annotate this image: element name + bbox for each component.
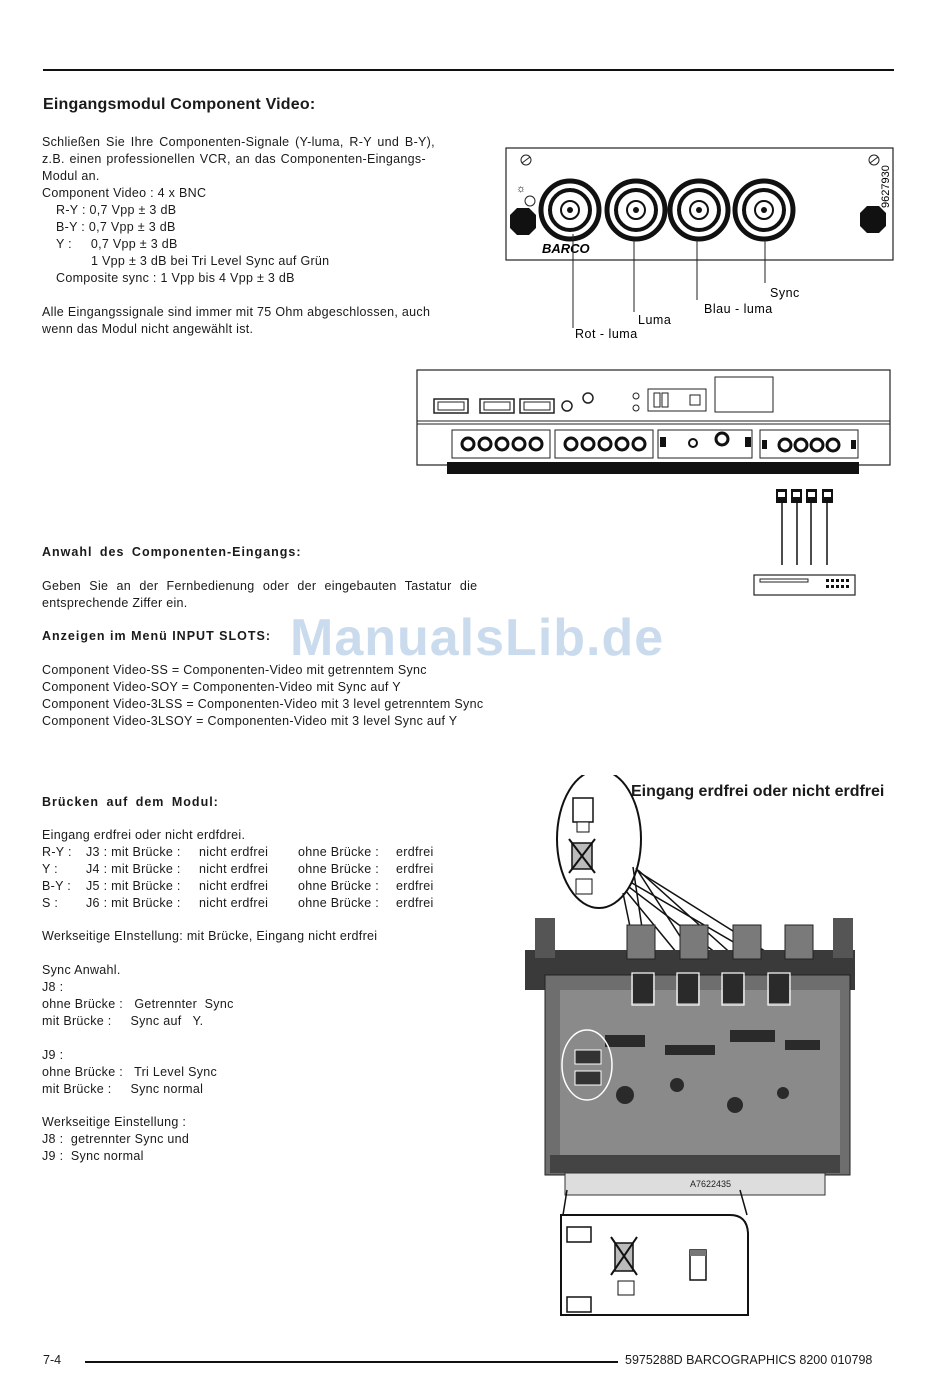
selection-line: entsprechende Ziffer ein. — [42, 596, 188, 610]
barco-logo: BARCO — [542, 241, 590, 256]
intro-line: R-Y : 0,7 Vpp ± 3 dB — [56, 203, 177, 217]
component-module-panel — [500, 140, 900, 350]
board-id: A7622435 — [690, 1179, 732, 1189]
j9-with: mit Brücke : Sync normal — [42, 1082, 204, 1096]
watermark: ManualsLib.de — [290, 609, 665, 667]
intro-note: wenn das Modul nicht angewählt ist. — [42, 322, 254, 336]
label-rot: Rot - luma — [575, 327, 638, 341]
jumper-zoom-top — [557, 775, 641, 908]
svg-text:☼: ☼ — [516, 183, 527, 195]
j8-with: mit Brücke : Sync auf Y. — [42, 1014, 204, 1028]
j8-label: J8 : — [42, 980, 64, 994]
bridge-jumper: J4 : mit Brücke : — [86, 862, 181, 876]
footer-rule — [85, 1361, 618, 1363]
bridge-without-label: ohne Brücke : — [298, 845, 380, 859]
menu-item: Component Video-SOY = Componenten-Video mit Sync auf Y — [42, 680, 401, 694]
selection-heading: Anwahl des Componenten-Eingangs: — [42, 545, 302, 559]
bridge-with: nicht erdfrei — [199, 862, 269, 876]
bridge-signal: B-Y : — [42, 879, 72, 893]
menu-item: Component Video-3LSOY = Componenten-Video mit 3 level Sync auf Y — [42, 714, 458, 728]
intro-line: Modul an. — [42, 169, 100, 183]
selection-line: Geben Sie an der Fernbedienung oder der eingebauten Tastatur die — [42, 579, 478, 593]
bridge-with: nicht erdfrei — [199, 845, 269, 859]
label-luma: Luma — [638, 313, 672, 327]
bridge-without-label: ohne Brücke : — [298, 879, 380, 893]
intro-line: Component Video : 4 x BNC — [42, 186, 207, 200]
bridge-jumper: J5 : mit Brücke : — [86, 879, 181, 893]
page-title: Eingangsmodul Component Video: — [43, 96, 316, 113]
bnc-connector-rot — [541, 181, 599, 239]
intro-line: 1 Vpp ± 3 dB bei Tri Level Sync auf Grün — [91, 254, 330, 268]
menu-item: Component Video-3LSS = Componenten-Video mit 3 level getrenntem Sync — [42, 697, 484, 711]
bridges-settings — [42, 928, 377, 1165]
label-blau: Blau - luma — [704, 302, 773, 316]
bridge-signal: R-Y : — [42, 845, 72, 859]
j9-without: ohne Brücke : Tri Level Sync — [42, 1065, 218, 1079]
top-rule — [43, 69, 894, 71]
bridge-without: erdfrei — [396, 879, 434, 893]
bridges-intro: Eingang erdfrei oder nicht erdfdrei. — [42, 828, 246, 842]
bnc-connector-luma — [607, 181, 665, 239]
bridge-without: erdfrei — [396, 896, 434, 910]
intro-note: Alle Eingangssignale sind immer mit 75 Ohm abgeschlossen, auch — [42, 305, 431, 319]
bridges-heading: Brücken auf dem Modul: — [42, 795, 219, 809]
j8-without: ohne Brücke : Getrennter Sync — [42, 997, 234, 1011]
bridge-with: nicht erdfrei — [199, 896, 269, 910]
menu-items-list — [42, 662, 483, 730]
intro-line: z.B. einen professionellen VCR, an das Componenten-Eingangs- — [42, 152, 426, 166]
mount-hole-right — [860, 206, 886, 233]
intro-block — [42, 134, 457, 338]
bridge-jumper: J3 : mit Brücke : — [86, 845, 181, 859]
page-number: 7-4 — [43, 1353, 62, 1367]
bnc-connector-blau — [670, 181, 728, 239]
sync-heading: Sync Anwahl. — [42, 963, 121, 977]
intro-line: Schließen Sie Ihre Componenten-Signale (Y-luma, R-Y und B-Y), — [42, 135, 435, 149]
intro-line: Y : 0,7 Vpp ± 3 dB — [56, 237, 178, 251]
mount-hole-left — [510, 208, 536, 235]
intro-line: B-Y : 0,7 Vpp ± 3 dB — [56, 220, 176, 234]
bridge-signal: S : — [42, 896, 59, 910]
doc-reference: 5975288D BARCOGRAPHICS 8200 010798 — [625, 1353, 873, 1367]
bridge-without-label: ohne Brücke : — [298, 862, 380, 876]
menu-heading: Anzeigen im Menü INPUT SLOTS: — [42, 629, 272, 643]
serial-number: 9627930 — [880, 165, 892, 208]
factory-j9: J9 : Sync normal — [42, 1149, 144, 1163]
projector-rear-panel — [410, 365, 900, 600]
factory-setting: Werkseitige EInstellung: mit Brücke, Eingang nicht erdfrei — [42, 929, 378, 943]
bnc-connector-sync — [735, 181, 793, 239]
factory-setting-2: Werkseitige Einstellung : — [42, 1115, 187, 1129]
intro-line: Composite sync : 1 Vpp bis 4 Vpp ± 3 dB — [56, 271, 295, 285]
selection-block — [42, 578, 512, 612]
j9-label: J9 : — [42, 1048, 64, 1062]
vcr-device — [754, 575, 855, 595]
bridge-without: erdfrei — [396, 862, 434, 876]
bridge-without-label: ohne Brücke : — [298, 896, 380, 910]
bridge-signal: Y : — [42, 862, 58, 876]
bridge-with: nicht erdfrei — [199, 879, 269, 893]
label-sync: Sync — [770, 286, 800, 300]
factory-j8: J8 : getrennter Sync und — [42, 1132, 190, 1146]
bridge-jumper: J6 : mit Brücke : — [86, 896, 181, 910]
board-caption: Eingang erdfrei oder nicht erdfrei — [631, 783, 885, 800]
board-illustration — [515, 775, 910, 1325]
bridge-without: erdfrei — [396, 845, 434, 859]
menu-item: Component Video-SS = Componenten-Video mit getrenntem Sync — [42, 663, 427, 677]
